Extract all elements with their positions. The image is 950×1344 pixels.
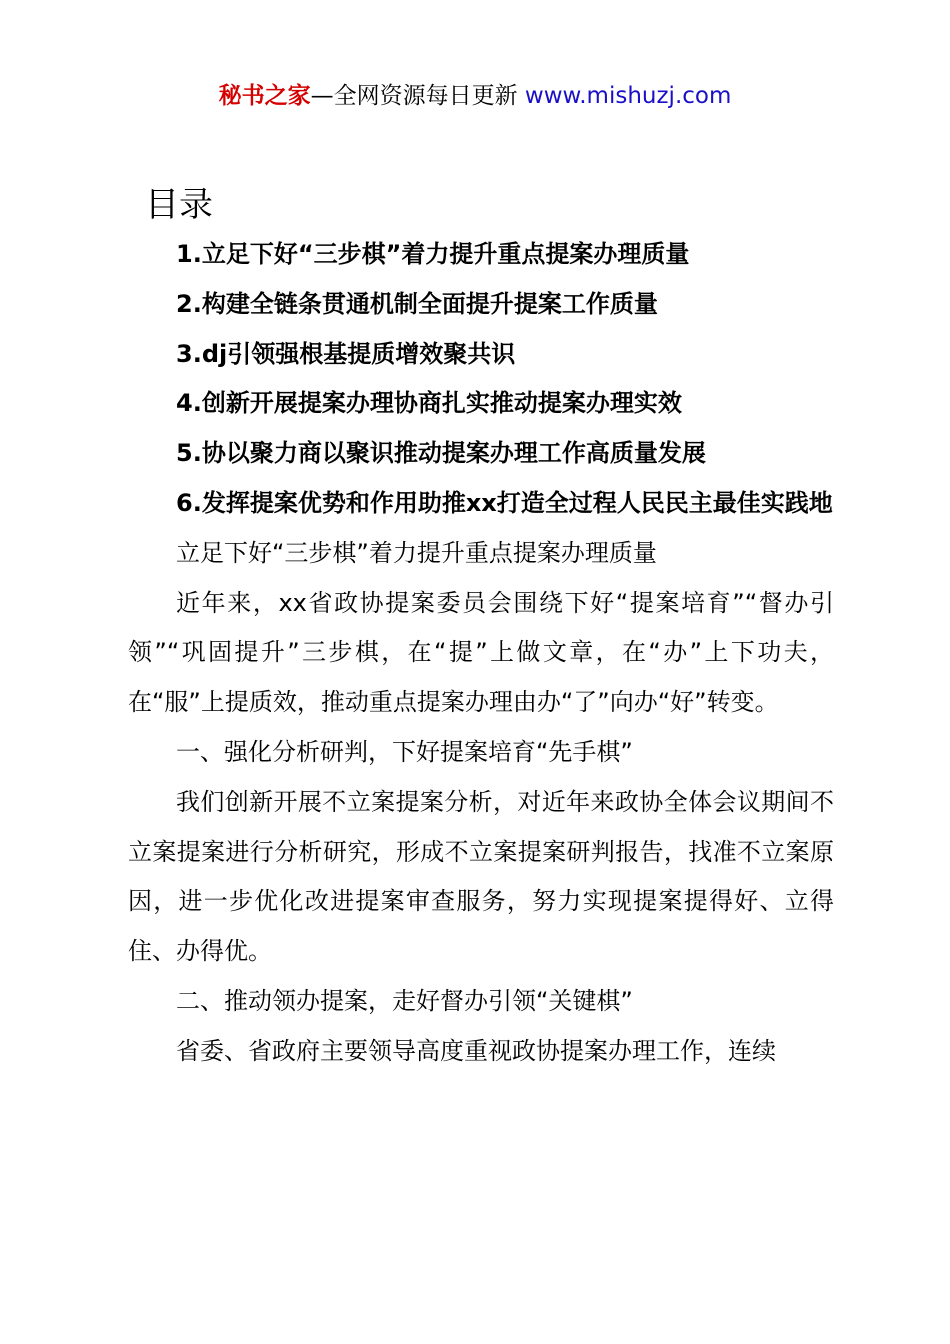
- article-paragraph: 我们创新开展不立案提案分析，对近年来政协全体会议期间不立案提案进行分析研究，形成不立案提案研判报告，找准不立案原因，进一步优化改进提案审查服务，努力实现提案提得好、立得住、办得优。: [128, 787, 834, 966]
- header-site-link[interactable]: www.mishuzj.com: [524, 83, 732, 109]
- header-slogan: —全网资源每日更新: [310, 83, 525, 109]
- toc-item[interactable]: 6.发挥提案优势和作用助推xx打造全过程人民民主最佳实践地: [176, 488, 833, 517]
- page-header: [0, 80, 950, 112]
- toc-item[interactable]: 2.构建全链条贯通机制全面提升提案工作质量: [176, 289, 658, 318]
- article-title: 立足下好“三步棋”着力提升重点提案办理质量: [176, 538, 657, 567]
- document-body: [128, 230, 834, 1077]
- toc-title: 目录: [145, 185, 213, 225]
- toc-item[interactable]: 3.dj引领强根基提质增效聚共识: [176, 339, 516, 368]
- toc-item[interactable]: 4.创新开展提案办理协商扎实推动提案办理实效: [176, 389, 682, 418]
- section-heading: 一、强化分析研判，下好提案培育“先手棋”: [176, 737, 633, 766]
- section-heading: 二、推动领办提案，走好督办引领“关键棋”: [176, 986, 633, 1015]
- toc-item[interactable]: 5.协以聚力商以聚识推动提案办理工作高质量发展: [176, 439, 706, 468]
- header-brand: 秘书之家: [218, 83, 311, 109]
- article-paragraph: 省委、省政府主要领导高度重视政协提案办理工作，连续: [176, 1036, 776, 1065]
- article-paragraph: 近年来，xx省政协提案委员会围绕下好“提案培育”“督办引领”“巩固提升”三步棋，在“提”上做文章，在“办”上下功夫，在“服”上提质效，推动重点提案办理由办“了”向办“好”转变。: [128, 588, 834, 717]
- toc-item[interactable]: 1.立足下好“三步棋”着力提升重点提案办理质量: [176, 240, 690, 268]
